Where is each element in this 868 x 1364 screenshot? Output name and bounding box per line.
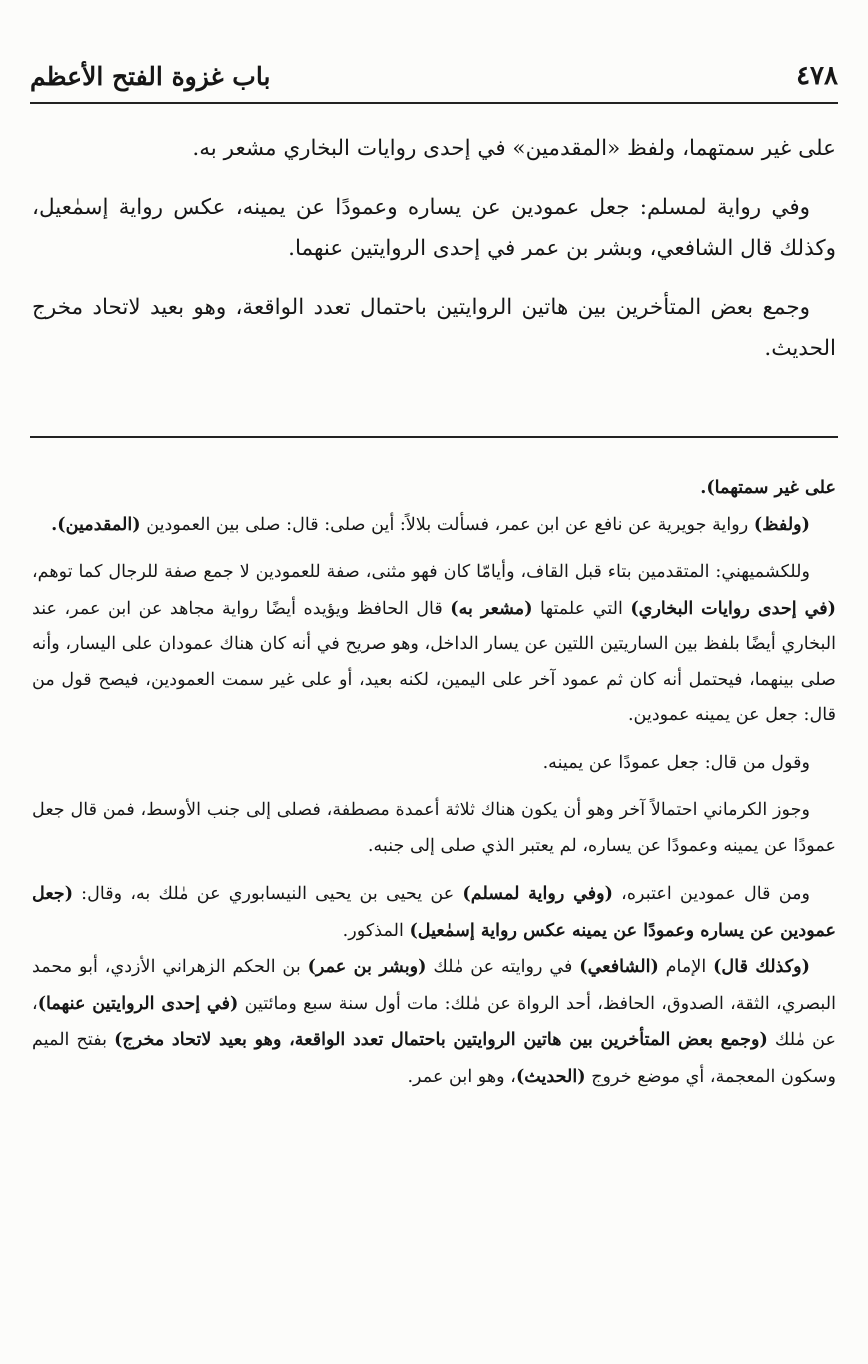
commentary-paragraph: (ولفظ) رواية جويرية عن نافع عن ابن عمر، فسألت بلالاً: أين صلى: قال: صلى بين العمودين (المقدمين). bbox=[51, 513, 810, 535]
main-paragraph-2: وفي رواية لمسلم: جعل عمودين عن يساره وعمودًا عن يمينه، عكس رواية إسمٰعيل، وكذلك قال الشافعي، وبشر بن عمر في إحدى الروايتين عنهما. bbox=[32, 195, 836, 261]
main-paragraph-3: وجمع بعض المتأخرين بين هاتين الروايتين باحتمال تعدد الواقعة، وهو بعيد لاتحاد مخرج الحديث. bbox=[32, 295, 836, 361]
main-paragraph-1: على غير سمتهما، ولفظ «المقدمين» في إحدى روايات البخاري مشعر به. bbox=[192, 136, 836, 161]
page-number: ٤٧٨ bbox=[796, 61, 838, 91]
header-rule bbox=[30, 102, 838, 104]
footnote-separator bbox=[30, 436, 838, 438]
commentary-paragraph: ومن قال عمودين اعتبره، (وفي رواية لمسلم) عن يحيى بن يحيى النيسابوري عن مٰلك به، وقال: (جعل عمودين عن يساره وعمودًا عن يمينه عكس رواية إسمٰعيل) المذكور. bbox=[32, 883, 836, 941]
commentary-paragraph: (وكذلك قال) الإمام (الشافعي) في روايته عن مٰلك (وبشر بن عمر) بن الحكم الزهراني الأزدي، أبو محمد البصري، الثقة، الصدوق، الحافظ، أحد الرواة عن مٰلك: مات أول سنة سبع ومائتين (في إحدى الروايتين عنهما)، عن مٰلك (وجمع بعض المتأخرين بين هاتين الروايتين باحتمال تعدد الواقعة، وهو بعيد لاتحاد مخرج) بفتح الميم وسكون المعجمة، أي موضع خروج (الحديث)، وهو ابن عمر. bbox=[32, 956, 836, 1087]
chapter-title: باب غزوة الفتح الأعظم bbox=[30, 61, 271, 91]
commentary-paragraph: وقول من قال: جعل عمودًا عن يمينه. bbox=[542, 752, 810, 773]
commentary-paragraph: على غير سمتهما). bbox=[700, 477, 836, 498]
commentary-paragraph: وجوز الكرماني احتمالاً آخر وهو أن يكون هناك ثلاثة أعمدة مصطفة، فصلى إلى جنب الأوسط، فمن قال جعل عمودًا عن يمينه وعمودًا عن يساره، لم يعتبر الذي صلى إلى جنبه. bbox=[32, 800, 836, 856]
commentary bbox=[32, 470, 836, 1107]
commentary-paragraph: وللكشميهني: المتقدمين بتاء قبل القاف، وأيامّا كان فهو مثنى، صفة للعمودين لا جمع صفة للرجال كما توهم، (في إحدى روايات البخاري) التي علمتها (مشعر به) قال الحافظ ويؤيده أيضًا رواية مجاهد عن ابن عمر، عند البخاري أيضًا بلفظ بين الساريتين اللتين عن يسار الداخل، وهو صريح في أنه كان هناك عمودان على اليسار، وأنه صلى بينهما، فيحتمل أنه كان ثم عمود آخر على اليمين، لكنه بعيد، أو على غير سمت العمودين، فيصح قول من قال: جعل عن يمينه عمودين. bbox=[32, 562, 836, 725]
main-text bbox=[32, 128, 836, 387]
page-header bbox=[30, 54, 838, 98]
